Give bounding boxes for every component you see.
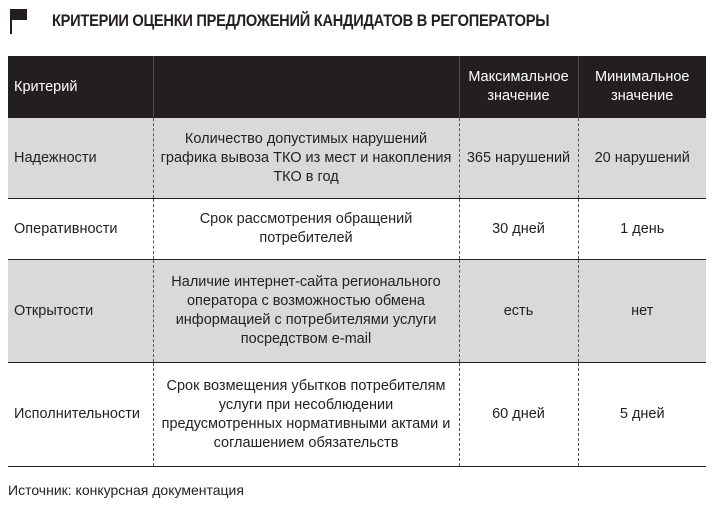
max-value-cell: 60 дней (459, 363, 578, 467)
table-row (8, 363, 706, 467)
criterion-cell: Открытости (8, 260, 153, 363)
title-bar (8, 6, 708, 36)
max-value-cell: 365 нарушений (459, 118, 578, 199)
min-value-cell: 5 дней (578, 363, 706, 467)
description-cell: Количество допустимых нарушений графика вывоза ТКО из мест и накопления ТКО в год (153, 118, 459, 199)
header-min-value: Минимальное значение (578, 56, 706, 118)
criteria-table (8, 56, 706, 467)
max-value-cell: 30 дней (459, 199, 578, 260)
description-cell: Срок возмещения убытков потребителям услуги при несоблюдении предусмотренных нормативными актами и соглашением обязательств (153, 363, 459, 467)
min-value-cell: 1 день (578, 199, 706, 260)
table-row (8, 260, 706, 363)
header-description (153, 56, 459, 118)
page-title: КРИТЕРИИ ОЦЕНКИ ПРЕДЛОЖЕНИЙ КАНДИДАТОВ В РЕГОПЕРАТОРЫ (52, 11, 550, 30)
table-header-row (8, 56, 706, 118)
header-criterion: Критерий (8, 56, 153, 118)
table-row (8, 118, 706, 199)
description-cell: Наличие интернет-сайта регионального оператора с возможностью обмена информацией с потребителями услуги посредством e-mail (153, 260, 459, 363)
criterion-cell: Исполнительности (8, 363, 153, 467)
criterion-cell: Надежности (8, 118, 153, 199)
min-value-cell: нет (578, 260, 706, 363)
header-max-value: Максимальное значение (459, 56, 578, 118)
max-value-cell: есть (459, 260, 578, 363)
table-row (8, 199, 706, 260)
criterion-cell: Оперативности (8, 199, 153, 260)
flag-icon (8, 8, 30, 34)
min-value-cell: 20 нарушений (578, 118, 706, 199)
description-cell: Срок рассмотрения обращений потребителей (153, 199, 459, 260)
source-note: Источник: конкурсная документация (8, 482, 244, 498)
